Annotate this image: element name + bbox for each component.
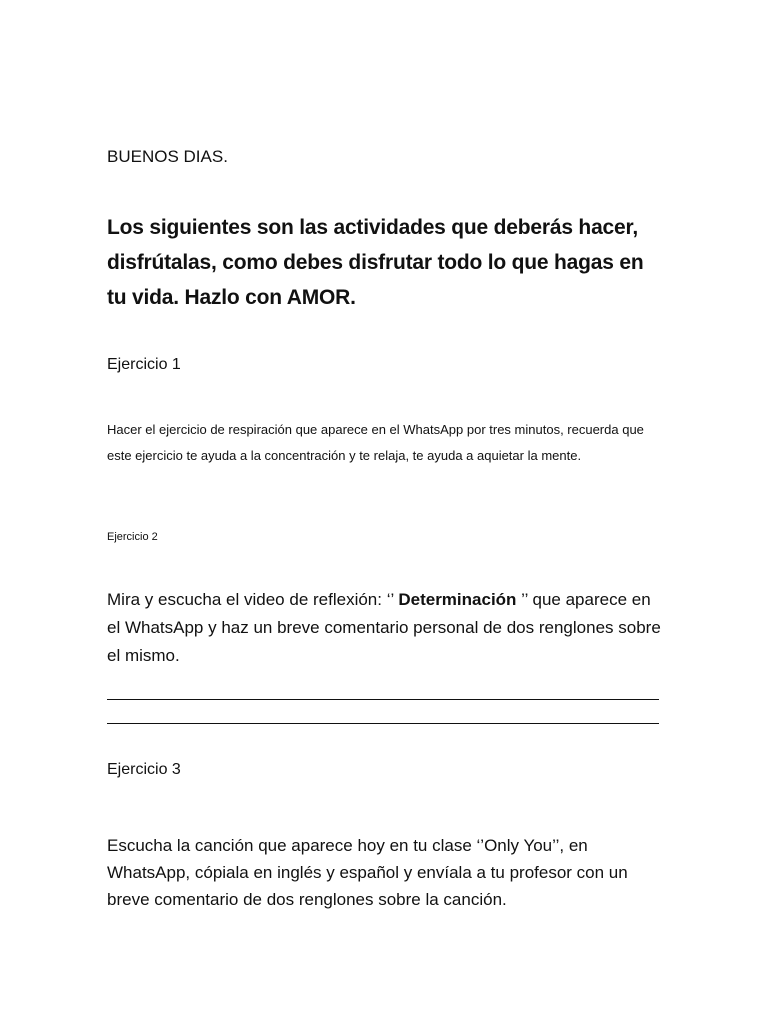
exercise-3-title: Ejercicio 3 [107, 761, 181, 778]
exercise-2-video-title: Determinación [398, 590, 517, 609]
answer-lines [107, 676, 659, 724]
exercise-1-title: Ejercicio 1 [107, 356, 181, 373]
answer-line-2 [107, 700, 659, 724]
exercise-2-title: Ejercicio 2 [107, 531, 158, 543]
answer-line-1 [107, 676, 659, 700]
greeting-text: BUENOS DIAS. [107, 147, 228, 166]
exercise-1-text: Hacer el ejercicio de respiración que aparece en el WhatsApp por tres minutos, recuerda que este ejercicio te ayuda a la concentración y te relaja, te ayuda a aquietar la mente. [107, 422, 644, 463]
exercise-2-text-before: Mira y escucha el video de reflexión: ‘’ [107, 590, 399, 609]
exercise-3-text: Escucha la canción que aparece hoy en tu clase ‘’Only You’’, en WhatsApp, cópiala en inglés y español y envíala a tu profesor con un breve comentario de dos renglones sobre la canción. [107, 836, 628, 909]
exercise-2-text-after: ’’ que aparece en el WhatsApp y haz un breve comentario personal de dos renglones sobre el mismo. [107, 590, 661, 665]
exercise-2-text [107, 586, 667, 670]
intro-paragraph: Los siguientes son las actividades que deberás hacer, disfrútalas, como debes disfrutar todo lo que hagas en tu vida. Hazlo con AMOR. [107, 216, 644, 309]
